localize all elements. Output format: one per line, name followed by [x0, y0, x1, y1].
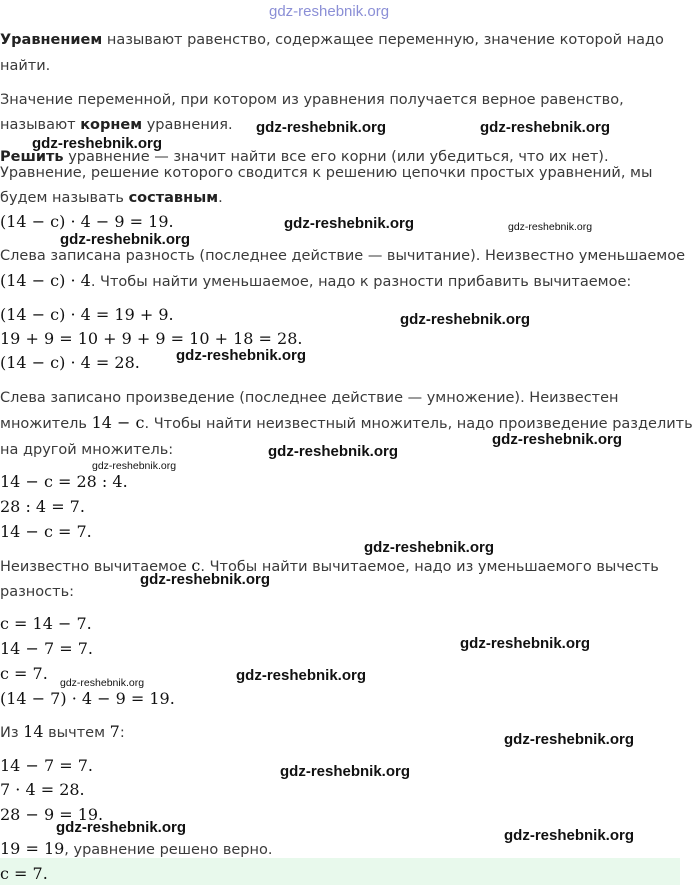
watermark: gdz-reshebnik.org: [400, 311, 531, 328]
text: вычтем: [43, 725, 110, 741]
step3-text-line2: разность:: [0, 584, 75, 600]
text: уравнение — значит найти все его корни (или убедиться, что их нет).: [63, 149, 609, 165]
inline-math: 19 = 19: [0, 839, 65, 858]
answer: c = 7.: [0, 864, 48, 883]
watermark-top: gdz-reshebnik.org: [269, 3, 390, 20]
math-line-12: 28 − 9 = 19.: [0, 805, 104, 824]
watermark: gdz-reshebnik.org: [460, 635, 591, 652]
answer-highlight: [0, 858, 680, 885]
inline-math: 14 − c: [91, 413, 145, 432]
text: Неизвестно вычитаемое: [0, 559, 192, 575]
math-line-3: (14 − c) · 4 = 28.: [0, 353, 140, 372]
text: . Чтобы найти уменьшаемое, надо к разности прибавить вычитаемое:: [90, 274, 632, 290]
watermark: gdz-reshebnik.org: [256, 119, 387, 136]
math-line-6: 14 − c = 7.: [0, 522, 92, 541]
step2-text: Слева записано произведение (последнее действие — умножение). Неизвестен: [0, 390, 619, 406]
watermark: gdz-reshebnik.org: [364, 539, 495, 556]
text: будем называть: [0, 190, 129, 206]
math-line-11: 7 · 4 = 28.: [0, 780, 85, 799]
watermark: gdz-reshebnik.org: [32, 135, 163, 152]
step1-text-line2: [0, 272, 631, 291]
watermark: gdz-reshebnik.org: [504, 827, 635, 844]
step4-text: [0, 723, 125, 742]
definition-equation: [0, 31, 664, 49]
step3-text: [0, 557, 659, 576]
term-root: корнем: [80, 117, 143, 133]
step2-text-line3: на другой множитель:: [0, 442, 174, 458]
watermark: gdz-reshebnik.org: [268, 443, 399, 460]
math-line-4: 14 − c = 28 : 4.: [0, 472, 128, 491]
math-line-9: c = 7.: [0, 664, 48, 683]
text: Из: [0, 725, 24, 741]
math-line-8: 14 − 7 = 7.: [0, 639, 93, 658]
text: . Чтобы найти неизвестный множитель, надо произведение разделить: [144, 416, 693, 432]
text: уравнения.: [142, 117, 233, 133]
math-line-1: (14 − c) · 4 = 19 + 9.: [0, 305, 174, 324]
text: .: [218, 190, 223, 206]
watermark: gdz-reshebnik.org: [284, 215, 415, 232]
text: . Чтобы найти вычитаемое, надо из уменьшаемого вычесть: [200, 559, 659, 575]
math-line-5: 28 : 4 = 7.: [0, 497, 85, 516]
math-line-10: 14 − 7 = 7.: [0, 756, 93, 775]
text: :: [119, 725, 125, 741]
inline-math: 14: [23, 722, 44, 741]
definition-equation-line2: найти.: [0, 58, 51, 74]
text: называют: [0, 117, 81, 133]
watermark: gdz-reshebnik.org: [480, 119, 611, 136]
watermark: gdz-reshebnik.org: [504, 731, 635, 748]
watermark: gdz-reshebnik.org: [508, 221, 593, 233]
watermark: gdz-reshebnik.org: [56, 819, 187, 836]
math-line-2: 19 + 9 = 10 + 9 + 9 = 10 + 18 = 28.: [0, 329, 303, 348]
check-equation: (14 − 7) · 4 − 9 = 19.: [0, 689, 175, 708]
math-line-7: c = 14 − 7.: [0, 614, 92, 633]
watermark: gdz-reshebnik.org: [492, 431, 623, 448]
term-equation: Уравнением: [0, 32, 103, 48]
equation: (14 − c) · 4 − 9 = 19.: [0, 212, 174, 231]
term-solve: Решить: [0, 149, 64, 165]
definition-root: Значение переменной, при котором из уравнения получается верное равенство,: [0, 92, 624, 108]
definition-root-line2: [0, 116, 233, 134]
watermark: gdz-reshebnik.org: [60, 231, 191, 248]
inline-math: 7: [109, 722, 120, 741]
text: множитель: [0, 416, 92, 432]
step1-text: Слева записана разность (последнее действие — вычитание). Неизвестно уменьшаемое: [0, 248, 686, 264]
watermark: gdz-reshebnik.org: [92, 460, 177, 472]
math-line-13: [0, 839, 272, 859]
text: , уравнение решено верно.: [64, 842, 273, 858]
watermark: gdz-reshebnik.org: [60, 677, 145, 689]
term-compound: составным: [128, 190, 219, 206]
watermark: gdz-reshebnik.org: [280, 763, 411, 780]
inline-math: (14 − c) · 4: [0, 271, 91, 290]
watermark: gdz-reshebnik.org: [236, 667, 367, 684]
definition-compound-line2: [0, 189, 223, 207]
watermark: gdz-reshebnik.org: [176, 347, 307, 364]
text: называют равенство, содержащее переменную, значение которой надо: [102, 32, 664, 48]
watermark: gdz-reshebnik.org: [140, 571, 271, 588]
definition-compound: Уравнение, решение которого сводится к решению цепочки простых уравнений, мы: [0, 165, 653, 181]
inline-math: c: [191, 556, 201, 575]
